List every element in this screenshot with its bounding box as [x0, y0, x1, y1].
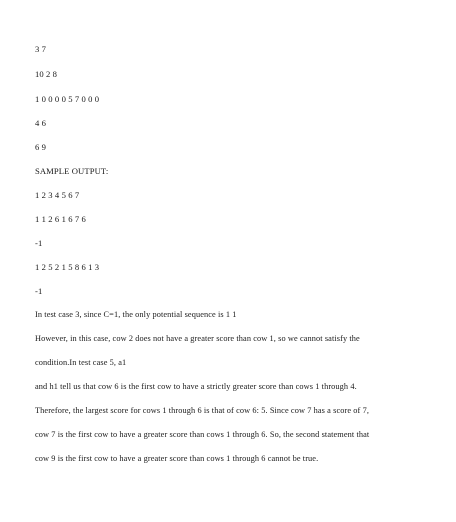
- sample-output-line: 1 2 3 4 5 6 7: [35, 190, 80, 200]
- sample-output-line: -1: [35, 286, 43, 296]
- sample-input-line: 3 7: [35, 44, 47, 54]
- sample-input-line: 4 6: [35, 118, 47, 128]
- sample-output-heading: SAMPLE OUTPUT:: [35, 166, 109, 176]
- sample-output-line: -1: [35, 238, 43, 248]
- explanation-line: cow 9 is the first cow to have a greater score than cows 1 through 6 cannot be true.: [35, 454, 319, 463]
- sample-output-line: 1 1 2 6 1 6 7 6: [35, 214, 86, 224]
- explanation-line: However, in this case, cow 2 does not have a greater score than cow 1, so we cannot satisfy the: [35, 334, 360, 343]
- sample-output-line: 1 2 5 2 1 5 8 6 1 3: [35, 262, 100, 272]
- explanation-line: cow 7 is the first cow to have a greater score than cows 1 through 6. So, the second statement that: [35, 430, 370, 439]
- sample-input-line: 1 0 0 0 0 5 7 0 0 0: [35, 94, 100, 104]
- explanation-line: and h1 tell us that cow 6 is the first cow to have a strictly greater score than cows 1 through 4.: [35, 382, 357, 391]
- sample-input-line: 6 9: [35, 142, 47, 152]
- explanation-line: In test case 3, since C=1, the only potential sequence is 1 1: [35, 310, 237, 319]
- sample-input-line: 10 2 8: [35, 69, 58, 79]
- explanation-line: condition.In test case 5, a1: [35, 358, 127, 367]
- explanation-line: Therefore, the largest score for cows 1 through 6 is that of cow 6: 5. Since cow 7 has a score of 7,: [35, 406, 370, 415]
